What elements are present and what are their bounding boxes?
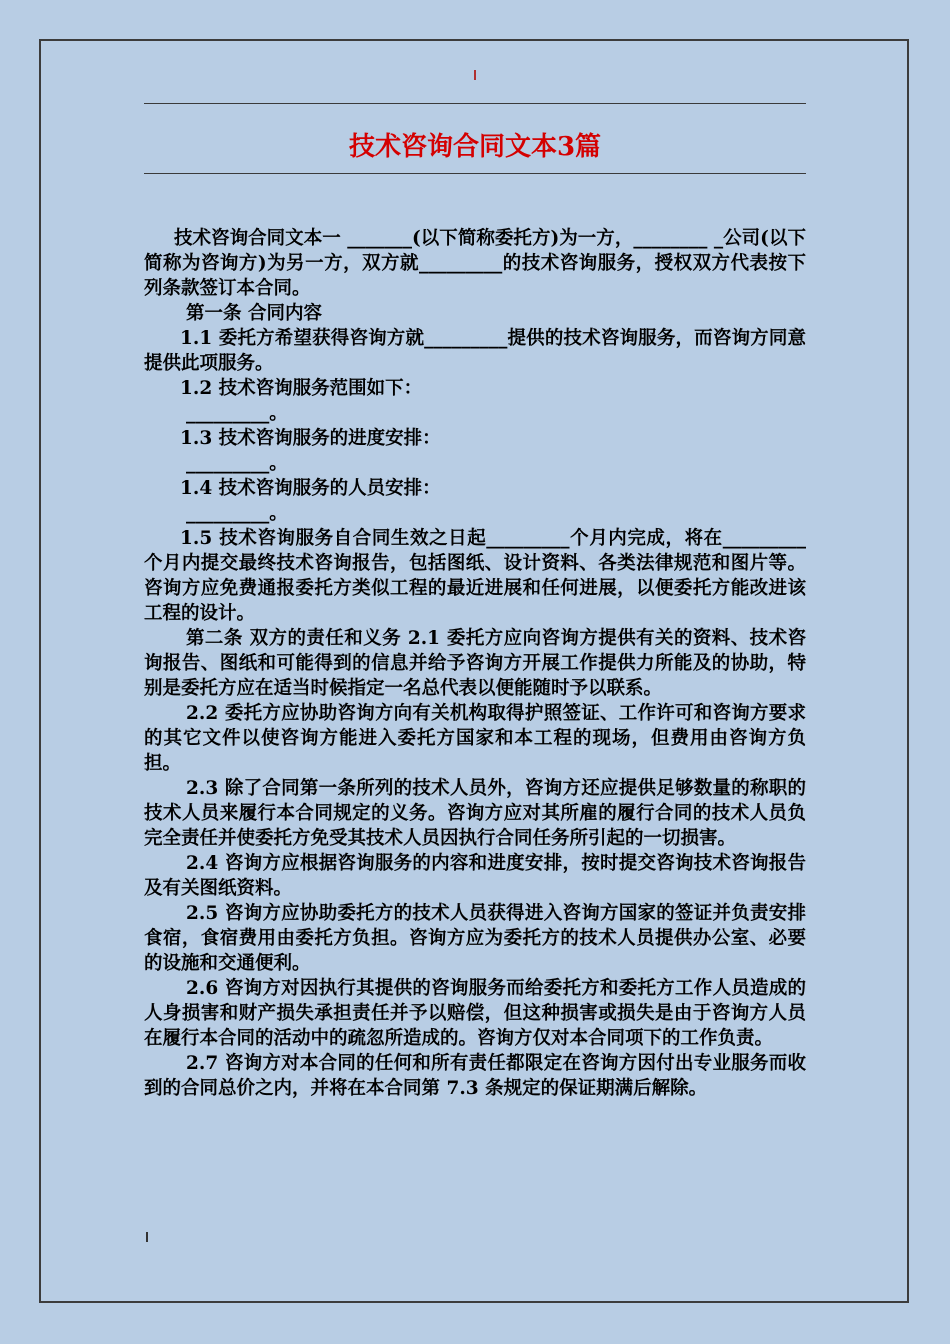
- clause-1-5: 1.5 技术咨询服务自合同生效之日起_________个月内完成，将在_________个月内提交最终技术咨询报告，包括图纸、设计资料、各类法律规范和图片等。咨询方应免费通报委托方类似工程的最近进展和任何进展，以便委托方能改进该工程的设计。: [144, 528, 806, 624]
- clause-1-3: 1.3 技术咨询服务的进度安排：: [180, 428, 441, 449]
- clause-2-2: 2.2 委托方应协助咨询方向有关机构取得护照签证、工作许可和咨询方要求的其它文件以使咨询方能进入委托方国家和本工程的现场，但费用由咨询方负担。: [144, 703, 806, 774]
- blank-1-3: _________。: [186, 453, 288, 474]
- article-1-heading: 第一条 合同内容: [186, 303, 322, 324]
- clause-2-3: 2.3 除了合同第一条所列的技术人员外，咨询方还应提供足够数量的称职的技术人员来履行本合同规定的义务。咨询方应对其所雇的履行合同的技术人员负完全责任并使委托方免受其技术人员因执行合同任务所引起的一切损害。: [144, 778, 806, 849]
- blank-1-4: _________。: [186, 503, 288, 524]
- clause-2-7: 2.7 咨询方对本合同的任何和所有责任都限定在咨询方因付出专业服务而收到的合同总价之内，并将在本合同第 7.3 条规定的保证期满后解除。: [144, 1053, 806, 1099]
- clause-1-4: 1.4 技术咨询服务的人员安排：: [180, 478, 441, 499]
- clause-2-6: 2.6 咨询方对因执行其提供的咨询服务而给委托方和委托方工作人员造成的人身损害和财产损失承担责任并予以赔偿，但这种损害或损失是由于咨询方人员在履行本合同的活动中的疏忽所造成的。咨询方仅对本合同项下的工作负责。: [144, 978, 806, 1049]
- document-title: 技术咨询合同文本3篇: [348, 132, 602, 162]
- clause-1-2: 1.2 技术咨询服务范围如下：: [180, 378, 423, 399]
- paragraph-intro: 技术咨询合同文本一 _______(以下简称委托方)为一方，________ _公司(以下简称为咨询方)为另一方，双方就_________的技术咨询服务，授权双方代表按下列条款签订本合同。: [144, 228, 806, 299]
- clause-1-1: 1.1 委托方希望获得咨询方就_________提供的技术咨询服务，而咨询方同意提供此项服务。: [144, 328, 806, 374]
- clause-2-4: 2.4 咨询方应根据咨询服务的内容和进度安排，按时提交咨询技术咨询报告及有关图纸资料。: [144, 853, 806, 899]
- footer-marker: [146, 1232, 148, 1242]
- blank-1-2: _________。: [186, 403, 288, 424]
- clause-2-5: 2.5 咨询方应协助委托方的技术人员获得进入咨询方国家的签证并负责安排食宿，食宿费用由委托方负担。咨询方应为委托方的技术人员提供办公室、必要的设施和交通便利。: [144, 903, 806, 974]
- header-rule-bottom: [144, 173, 806, 174]
- article-2-clause-2-1: 第二条 双方的责任和义务 2.1 委托方应向咨询方提供有关的资料、技术咨询报告、图纸和可能得到的信息并给予咨询方开展工作提供力所能及的协助，特别是委托方应在适当时候指定一名总代表以便能随时予以联系。: [144, 628, 806, 699]
- document-body: [144, 226, 806, 1101]
- header-marker: [474, 70, 476, 80]
- header-rule-top: [144, 103, 806, 104]
